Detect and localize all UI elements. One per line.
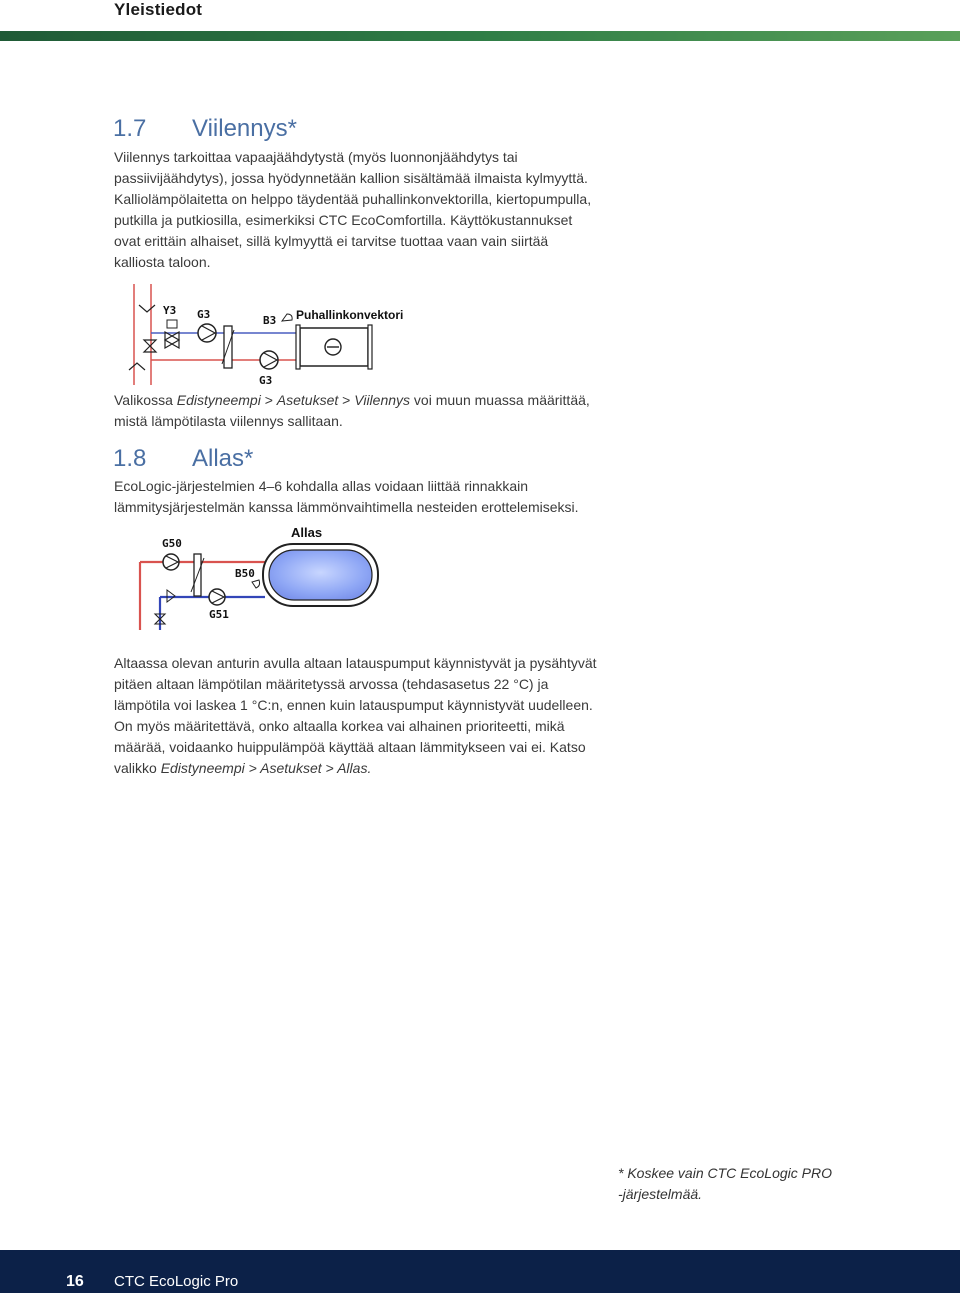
menu-path-item: Edistyneempi (160, 760, 245, 776)
menu-path-item: Allas. (337, 760, 372, 776)
label-g50: G50 (162, 537, 182, 550)
label-g3-bottom: G3 (259, 374, 273, 387)
paragraph-line: määrää, voidaanko huippulämpöä käyttää altaan lämmitykseen vai ei. Katso (114, 739, 586, 755)
mixing-valve-icon (165, 332, 179, 348)
paragraph-line: kalliosta taloon. (114, 254, 211, 270)
label-convector: Puhallinkonvektori (296, 308, 404, 322)
arrow-up-icon (129, 363, 145, 370)
label-pool: Allas (291, 525, 323, 540)
section-header-title: Yleistiedot (114, 0, 203, 19)
pool-icon (269, 550, 372, 600)
menu-note-line-2: mistä lämpötilasta viilennys sallitaan. (114, 413, 343, 429)
menu-path-item: Viilennys (354, 392, 411, 408)
pump-g51-icon (209, 589, 225, 605)
sensor-b50-icon (252, 580, 260, 588)
menu-note-suffix: voi muun muassa määrittää, (410, 392, 590, 408)
valve-icon (144, 340, 156, 352)
heading-1-8 (113, 445, 253, 473)
paragraph-line: passiivijäähdytys), jossa hyödynnetään kallion sisältämää ilmaista kylmyyttä. (114, 170, 588, 186)
pump-g50-icon (163, 554, 179, 570)
menu-path-separator: > (244, 760, 261, 776)
heading-1-8-number: 1.8 (113, 445, 147, 472)
paragraph-last-line (114, 758, 634, 779)
paragraph-1-7 (114, 147, 634, 273)
sensor-b3-icon (282, 314, 292, 321)
footer-page-number: 16 (66, 1273, 84, 1290)
menu-note-prefix: Valikossa (114, 392, 177, 408)
paragraph-1-8-2 (114, 653, 634, 779)
label-g51: G51 (209, 608, 229, 621)
footer-product-name: CTC EcoLogic Pro (114, 1273, 239, 1290)
pump-g3-top-icon (198, 324, 216, 342)
footnote-line-2: -järjestelmää. (618, 1186, 703, 1202)
paragraph-line: Kalliolämpölaitetta on helppo täydentää puhallinkonvektorilla, kiertopumpulla, (114, 191, 592, 207)
paragraph-line: pitäen altaan lämpötilan määritetyssä arvossa (tehdasasetus 22 °C) ja (114, 676, 549, 692)
menu-path-item: Asetukset (260, 760, 322, 776)
paragraph-line: lämmitysjärjestelmän kanssa lämmönvaihtimella nesteiden erottelemiseksi. (114, 499, 579, 515)
footnote (618, 1163, 858, 1205)
heading-1-7-number: 1.7 (113, 115, 147, 142)
paragraph-line: On myös määritettävä, onko altaalla korkea vai alhainen prioriteetti, mikä (114, 718, 565, 734)
heading-1-7-title: Viilennys* (192, 115, 297, 142)
footnote-line-1: * Koskee vain CTC EcoLogic PRO (618, 1165, 832, 1181)
actuator-icon (167, 320, 177, 328)
label-y3: Y3 (163, 304, 177, 317)
heading-1-7 (113, 115, 297, 143)
paragraph-line: Viilennys tarkoittaa vapaajäähdytystä (myös luonnonjäähdytys tai (114, 149, 518, 165)
menu-path-separator: > (321, 760, 338, 776)
menu-path-item: Edistyneempi (176, 392, 261, 408)
pool-diagram (135, 522, 385, 634)
label-g3-top: G3 (197, 308, 211, 321)
paragraph-line: lämpötila voi laskea 1 °C:n, ennen kuin latauspumput käynnistyvät uudelleen. (114, 697, 593, 713)
heading-1-8-title: Allas* (192, 445, 254, 472)
menu-path-separator: > (260, 392, 277, 408)
paragraph-1-8 (114, 476, 614, 518)
menu-path-separator: > (338, 392, 355, 408)
paragraph-line: putkilla ja putkiosilla, esimerkiksi CTC EcoComfortilla. Käyttökustannukset (114, 212, 573, 228)
menu-path-item: Asetukset (276, 392, 339, 408)
paragraph-line: EcoLogic-järjestelmien 4–6 kohdalla allas voidaan liittää rinnakkain (114, 478, 529, 494)
last-line-prefix: valikko (114, 760, 161, 776)
menu-note-line-1 (114, 390, 614, 411)
header-color-bar (0, 31, 960, 41)
label-b50: B50 (235, 567, 255, 580)
pump-g3-bottom-icon (260, 351, 278, 369)
arrow-down-icon (139, 305, 155, 312)
menu-note-1-7 (114, 390, 614, 432)
paragraph-line: ovat erittäin alhaiset, sillä kylmyyttä ei tarvitse tuottaa vaan vain siirtää (114, 233, 549, 249)
cooling-diagram (125, 280, 425, 390)
label-b3: B3 (263, 314, 277, 327)
paragraph-line: Altaassa olevan anturin avulla altaan latauspumput käynnistyvät ja pysähtyvät (114, 655, 597, 671)
